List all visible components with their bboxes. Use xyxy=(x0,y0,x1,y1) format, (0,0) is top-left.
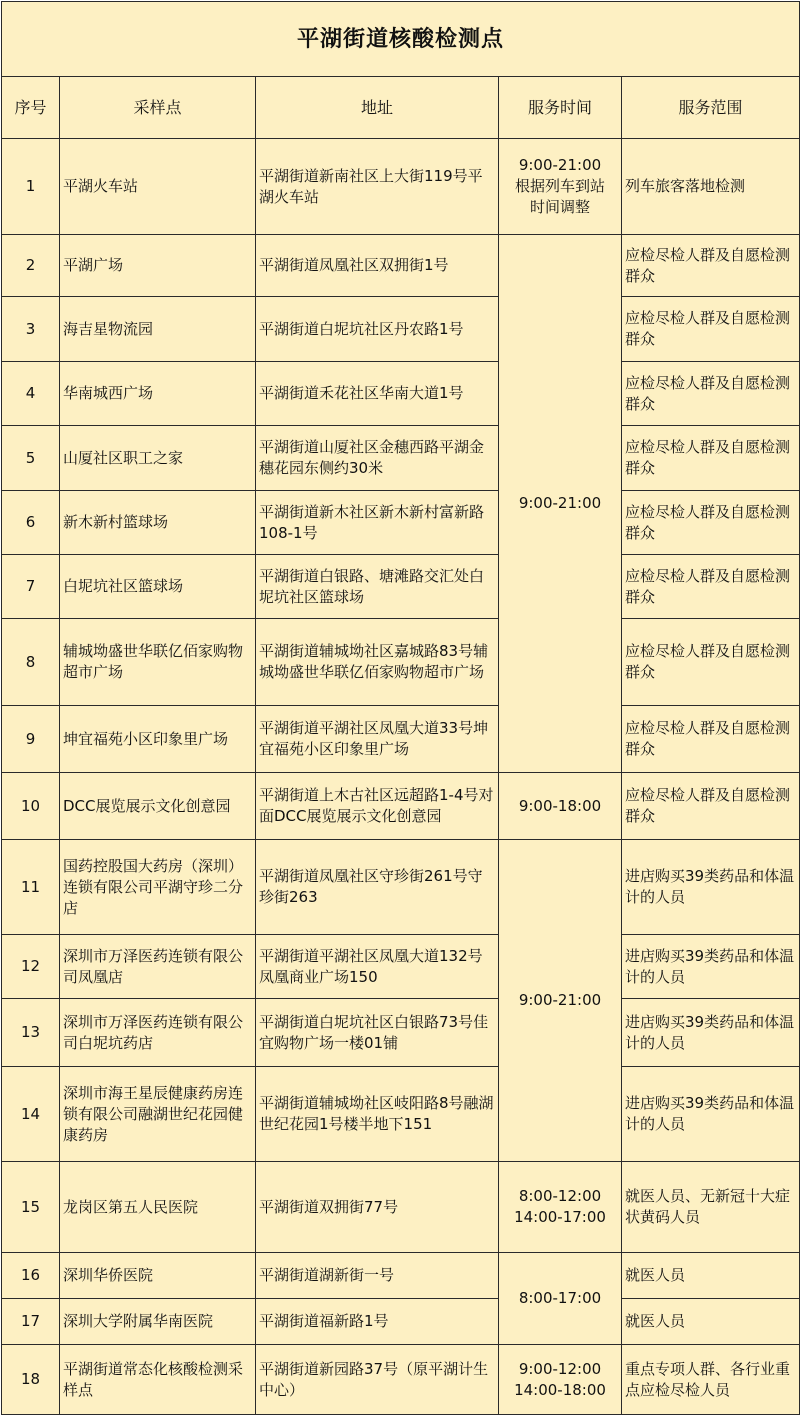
cell-site: 国药控股国大药房（深圳）连锁有限公司平湖守珍二分店 xyxy=(60,840,256,935)
cell-site: 深圳市万泽医药连锁有限公司白坭坑药店 xyxy=(60,999,256,1067)
cell-address: 平湖街道湖新街一号 xyxy=(256,1253,499,1299)
cell-service-scope: 应检尽检人群及自愿检测群众 xyxy=(622,491,800,555)
table-row xyxy=(2,235,800,297)
table-row xyxy=(2,1345,800,1415)
cell-site: 辅城坳盛世华联亿佰家购物超市广场 xyxy=(60,619,256,706)
cell-no: 1 xyxy=(2,139,60,235)
header-no: 序号 xyxy=(2,77,60,139)
cell-no: 16 xyxy=(2,1253,60,1299)
cell-site: 白坭坑社区篮球场 xyxy=(60,555,256,619)
table-row xyxy=(2,297,800,362)
cell-site: 深圳大学附属华南医院 xyxy=(60,1299,256,1345)
cell-service-scope: 应检尽检人群及自愿检测群众 xyxy=(622,773,800,840)
cell-address: 平湖街道新园路37号（原平湖计生中心） xyxy=(256,1345,499,1415)
cell-no: 8 xyxy=(2,619,60,706)
table-row xyxy=(2,1253,800,1299)
table-row xyxy=(2,773,800,840)
cell-address: 平湖街道白银路、塘滩路交汇处白坭坑社区篮球场 xyxy=(256,555,499,619)
cell-address: 平湖街道辅城坳社区嘉城路83号辅城坳盛世华联亿佰家购物超市广场 xyxy=(256,619,499,706)
cell-no: 17 xyxy=(2,1299,60,1345)
cell-service-time: 9:00-21:00 xyxy=(499,235,622,773)
testing-sites-table xyxy=(1,1,800,1415)
cell-service-time: 8:00-12:00 14:00-17:00 xyxy=(499,1162,622,1253)
cell-service-scope: 进店购买39类药品和体温计的人员 xyxy=(622,1067,800,1162)
cell-address: 平湖街道平湖社区凤凰大道132号凤凰商业广场150 xyxy=(256,935,499,999)
cell-service-scope: 应检尽检人群及自愿检测群众 xyxy=(622,297,800,362)
cell-no: 5 xyxy=(2,426,60,491)
cell-service-scope: 进店购买39类药品和体温计的人员 xyxy=(622,840,800,935)
cell-service-scope: 应检尽检人群及自愿检测群众 xyxy=(622,555,800,619)
cell-site: 平湖街道常态化核酸检测采样点 xyxy=(60,1345,256,1415)
cell-site: DCC展览展示文化创意园 xyxy=(60,773,256,840)
cell-address: 平湖街道双拥街77号 xyxy=(256,1162,499,1253)
cell-site: 深圳华侨医院 xyxy=(60,1253,256,1299)
table-row xyxy=(2,619,800,706)
cell-service-scope: 列车旅客落地检测 xyxy=(622,139,800,235)
cell-site: 平湖广场 xyxy=(60,235,256,297)
cell-no: 13 xyxy=(2,999,60,1067)
cell-service-scope: 应检尽检人群及自愿检测群众 xyxy=(622,362,800,426)
cell-address: 平湖街道山厦社区金穗西路平湖金穗花园东侧约30米 xyxy=(256,426,499,491)
cell-site: 华南城西广场 xyxy=(60,362,256,426)
cell-no: 11 xyxy=(2,840,60,935)
table-row xyxy=(2,555,800,619)
cell-service-time: 9:00-12:00 14:00-18:00 xyxy=(499,1345,622,1415)
table-row xyxy=(2,139,800,235)
cell-no: 15 xyxy=(2,1162,60,1253)
table-row xyxy=(2,1299,800,1345)
cell-site: 海吉星物流园 xyxy=(60,297,256,362)
cell-site: 坤宜福苑小区印象里广场 xyxy=(60,706,256,773)
table-body xyxy=(2,139,800,1415)
table-title: 平湖街道核酸检测点 xyxy=(2,2,800,77)
cell-address: 平湖街道平湖社区凤凰大道33号坤宜福苑小区印象里广场 xyxy=(256,706,499,773)
cell-no: 3 xyxy=(2,297,60,362)
cell-service-time: 9:00-21:00 xyxy=(499,840,622,1162)
table-row xyxy=(2,1067,800,1162)
cell-site: 山厦社区职工之家 xyxy=(60,426,256,491)
cell-address: 平湖街道凤凰社区双拥街1号 xyxy=(256,235,499,297)
cell-address: 平湖街道白坭坑社区丹农路1号 xyxy=(256,297,499,362)
cell-service-time: 8:00-17:00 xyxy=(499,1253,622,1345)
cell-address: 平湖街道辅城坳社区岐阳路8号融湖世纪花园1号楼半地下151 xyxy=(256,1067,499,1162)
cell-service-scope: 就医人员 xyxy=(622,1253,800,1299)
cell-no: 12 xyxy=(2,935,60,999)
cell-no: 2 xyxy=(2,235,60,297)
cell-site: 深圳市海王星辰健康药房连锁有限公司融湖世纪花园健康药房 xyxy=(60,1067,256,1162)
cell-site: 深圳市万泽医药连锁有限公司凤凰店 xyxy=(60,935,256,999)
table-row xyxy=(2,840,800,935)
cell-address: 平湖街道凤凰社区守珍街261号守珍街263 xyxy=(256,840,499,935)
cell-service-scope: 应检尽检人群及自愿检测群众 xyxy=(622,619,800,706)
cell-no: 4 xyxy=(2,362,60,426)
header-site: 采样点 xyxy=(60,77,256,139)
cell-no: 7 xyxy=(2,555,60,619)
table-row xyxy=(2,362,800,426)
table-row xyxy=(2,491,800,555)
cell-site: 龙岗区第五人民医院 xyxy=(60,1162,256,1253)
cell-address: 平湖街道白坭坑社区白银路73号佳宜购物广场一楼01铺 xyxy=(256,999,499,1067)
cell-service-scope: 就医人员、无新冠十大症状黄码人员 xyxy=(622,1162,800,1253)
cell-service-scope: 重点专项人群、各行业重点应检尽检人员 xyxy=(622,1345,800,1415)
table-row xyxy=(2,706,800,773)
cell-site: 平湖火车站 xyxy=(60,139,256,235)
cell-service-scope: 应检尽检人群及自愿检测群众 xyxy=(622,426,800,491)
cell-service-scope: 应检尽检人群及自愿检测群众 xyxy=(622,235,800,297)
cell-address: 平湖街道福新路1号 xyxy=(256,1299,499,1345)
cell-address: 平湖街道新南社区上大街119号平湖火车站 xyxy=(256,139,499,235)
cell-service-scope: 应检尽检人群及自愿检测群众 xyxy=(622,706,800,773)
cell-address: 平湖街道新木社区新木新村富新路108-1号 xyxy=(256,491,499,555)
header-address: 地址 xyxy=(256,77,499,139)
cell-service-time: 9:00-21:00 根据列车到站时间调整 xyxy=(499,139,622,235)
cell-no: 14 xyxy=(2,1067,60,1162)
cell-service-time: 9:00-18:00 xyxy=(499,773,622,840)
header-service-time: 服务时间 xyxy=(499,77,622,139)
table-row xyxy=(2,426,800,491)
cell-address: 平湖街道上木古社区远超路1-4号对面DCC展览展示文化创意园 xyxy=(256,773,499,840)
cell-no: 6 xyxy=(2,491,60,555)
cell-no: 18 xyxy=(2,1345,60,1415)
cell-no: 9 xyxy=(2,706,60,773)
header-service-scope: 服务范围 xyxy=(622,77,800,139)
cell-service-scope: 进店购买39类药品和体温计的人员 xyxy=(622,935,800,999)
table-row xyxy=(2,1162,800,1253)
cell-service-scope: 进店购买39类药品和体温计的人员 xyxy=(622,999,800,1067)
table-row xyxy=(2,935,800,999)
cell-no: 10 xyxy=(2,773,60,840)
cell-service-scope: 就医人员 xyxy=(622,1299,800,1345)
cell-address: 平湖街道禾花社区华南大道1号 xyxy=(256,362,499,426)
cell-site: 新木新村篮球场 xyxy=(60,491,256,555)
table-row xyxy=(2,999,800,1067)
